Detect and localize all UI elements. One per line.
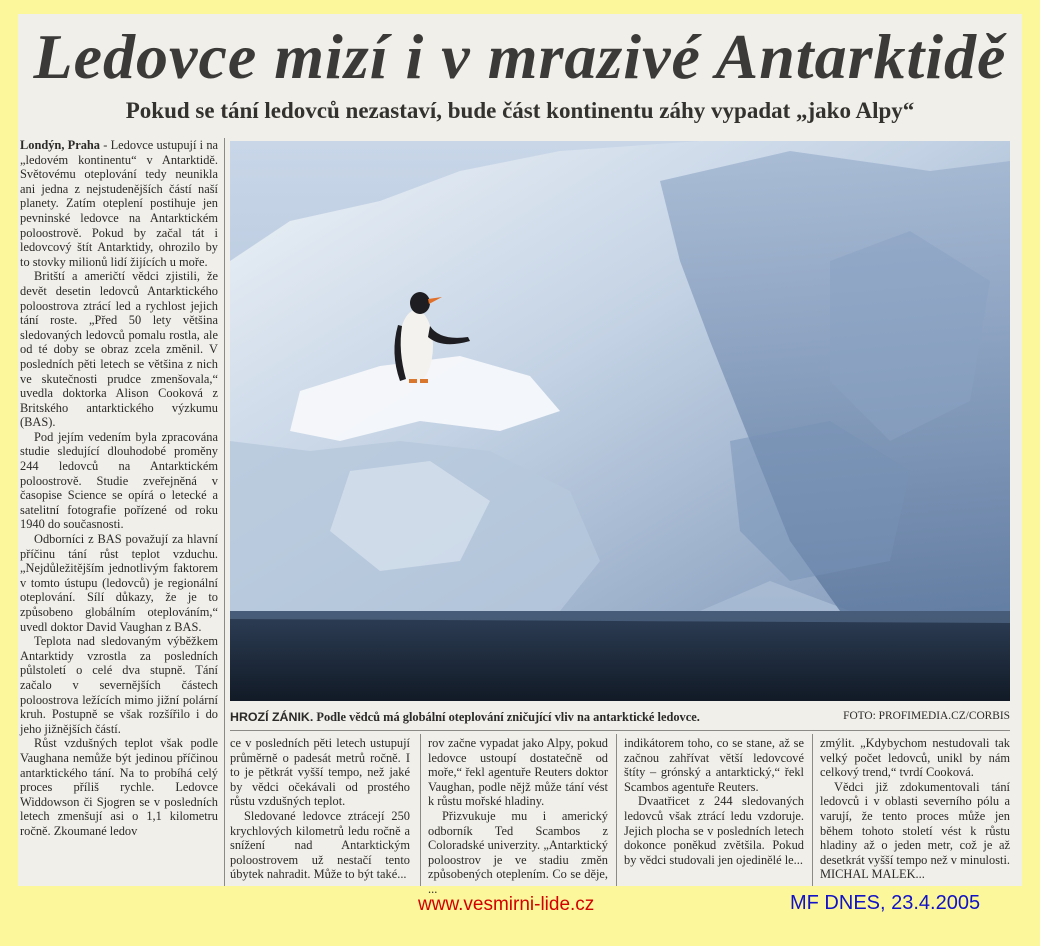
paragraph: Odborníci z BAS považují za hlavní příčinu tání růst teplot vzduchu. „Nejdůležitějším jednotlivým faktorem v tomto ústupu (ledovců) je regionální oteplování. Sílí důkazy, že je to způsobeno globálním oteplováním,“ uvedl doktor David Vaughan z BAS. bbox=[20, 532, 218, 634]
photo-caption bbox=[230, 710, 1010, 728]
paragraph: zmýlit. „Kdybychom nestudovali tak velký počet ledovců, unikl by nám celkový trend,“ tvrdí Cooková. bbox=[820, 736, 1010, 780]
article-column-5 bbox=[820, 736, 1010, 886]
source-label: MF DNES, 23.4.2005 bbox=[790, 892, 981, 914]
column-rule bbox=[812, 734, 813, 886]
subheadline: Pokud se tání ledovců nezastaví, bude část kontinentu záhy vypadat „jako Alpy“ bbox=[125, 98, 915, 123]
website-link[interactable]: www.vesmirni-lide.cz bbox=[418, 894, 595, 915]
caption-text: Podle vědců má globální oteplování zničující vliv na antarktické ledovce. bbox=[316, 710, 700, 724]
article-column-1 bbox=[20, 138, 218, 886]
column-rule bbox=[420, 734, 421, 886]
paragraph: Sledované ledovce ztrácejí 250 krychlových kilometrů ledu ročně a snížení nad Antarktickým poloostrovem už nestačí tento úbytek nahradit. Může to být také... bbox=[230, 808, 410, 882]
paragraph: Britští a američtí vědci zjistili, že devět desetin ledovců Antarktického poloostrova ztrácí led a rychlost jejich tání roste. „Před 50 lety většina sledovaných ledovců pomalu rostla, ale od té doby se obraz zcela změnil. V posledních pěti letech se většina z nich ve skutečnosti prudce zmenšovala,“ uvedla doktorka Alison Cooková z Britského antarktického výzkumu (BAS). bbox=[20, 269, 218, 430]
paragraph: Vědci již zdokumentovali tání ledovců i v oblasti severního pólu a varují, že tento proces může jen během tohoto století vést k růstu hladiny až o jeden metr, což je až desetkrát vyšší tempo než v minulosti. MICHAL MALEK... bbox=[820, 779, 1010, 882]
paragraph: indikátorem toho, co se stane, až se začnou zahřívat větší ledovcové štíty – grónský a antarktický,“ řekl Scambos agentuře Reuters. bbox=[624, 736, 804, 794]
paragraph: Růst vzdušných teplot však podle Vaughana nemůže být jedinou příčinou antarktického tání. Na to probíhá celý proces příliš rychle. Ledovce Widdowson či Sjogren se v posledních letech zmenšují asi o 1,1 kilometru ročně. Zkoumané ledov bbox=[20, 736, 218, 838]
paragraph-lead: Londýn, Praha - Ledovce ustupují i na „ledovém kontinentu“ v Antarktidě. Světovému oteplování tedy neunikla ani jedna z nejstudenějších částí naší planety. Zatím oteplení postihuje jen pevninské ledovce na Antarktickém poloostrově. Pokud by začal tát i ledovcový štít Antarktidy, ohrozilo by to stovky milionů lidí žijících u moře. bbox=[20, 138, 219, 269]
paragraph: ce v posledních pěti letech ustupují průměrně o padesát metrů ročně. I to je pětkrát vyšší tempo, než jaké by vědci očekávali od prostého růstu vzdušných teplot. bbox=[230, 736, 410, 809]
iceberg-penguin-photo bbox=[230, 141, 1010, 701]
column-rule bbox=[616, 734, 617, 886]
article-column-2 bbox=[230, 736, 410, 886]
photo-credit: FOTO: PROFIMEDIA.CZ/CORBIS bbox=[843, 710, 1010, 722]
dateline: Londýn, Praha bbox=[20, 138, 101, 152]
paragraph: Pod jejím vedením byla zpracována studie sledující dlouhodobé proměny 244 ledovců na Antarktickém poloostrově. Studie zveřejněná v časopise Science se opírá o letecké a satelitní fotografie pořízené od roku 1940 do současnosti. bbox=[20, 429, 218, 532]
article-column-4 bbox=[624, 736, 804, 886]
paragraph: Přizvukuje mu i americký odborník Ted Scambos z Coloradské univerzity. „Antarktický poloostrov je ve stadiu změn způsobených oteplením. Co se děje, ... bbox=[428, 808, 608, 896]
headline: Ledovce mizí i v mrazivé Antarktidě bbox=[33, 21, 1007, 92]
paragraph-text: Ledovce ustupují i na „ledovém kontinentu“ v Antarktidě. Světovému oteplování tedy neunikla ani jedna z nejstudenějších částí naší planety. Zatím oteplení postihuje jen pevninské ledovce na Antarktickém poloostrově. Pokud by začal tát i ledovcový štít Antarktidy, ohrozilo by to stovky milionů lidí žijících u moře. bbox=[20, 138, 219, 269]
caption-title: HROZÍ ZÁNIK. bbox=[230, 710, 314, 724]
caption-rule bbox=[230, 730, 1010, 731]
column-rule bbox=[224, 138, 225, 886]
paragraph: rov začne vypadat jako Alpy, pokud ledovce ustoupí dostatečně od moře,“ řekl agentuře Reuters doktor Vaughan, podle nějž může tání vést k růstu mořské hladiny. bbox=[428, 736, 608, 809]
paragraph: Dvaatřicet z 244 sledovaných ledovců však ztrácí ledu vzdoruje. Jejich plocha se v posledních letech dokonce poněkud zvětšila. Pokud by vědci studovali jen ojedinělé le... bbox=[624, 794, 804, 867]
article-column-3 bbox=[428, 736, 608, 896]
paragraph: Teplota nad sledovaným výběžkem Antarktidy vzrostla za posledních půlstoletí o celé dva stupně. Tání začalo v severnějších částech poloostrova ležících mimo jižní polární kruh. Postupně se však rozšířilo i do jeho jižnějších částí. bbox=[20, 634, 218, 736]
newspaper-clipping bbox=[18, 14, 1022, 896]
